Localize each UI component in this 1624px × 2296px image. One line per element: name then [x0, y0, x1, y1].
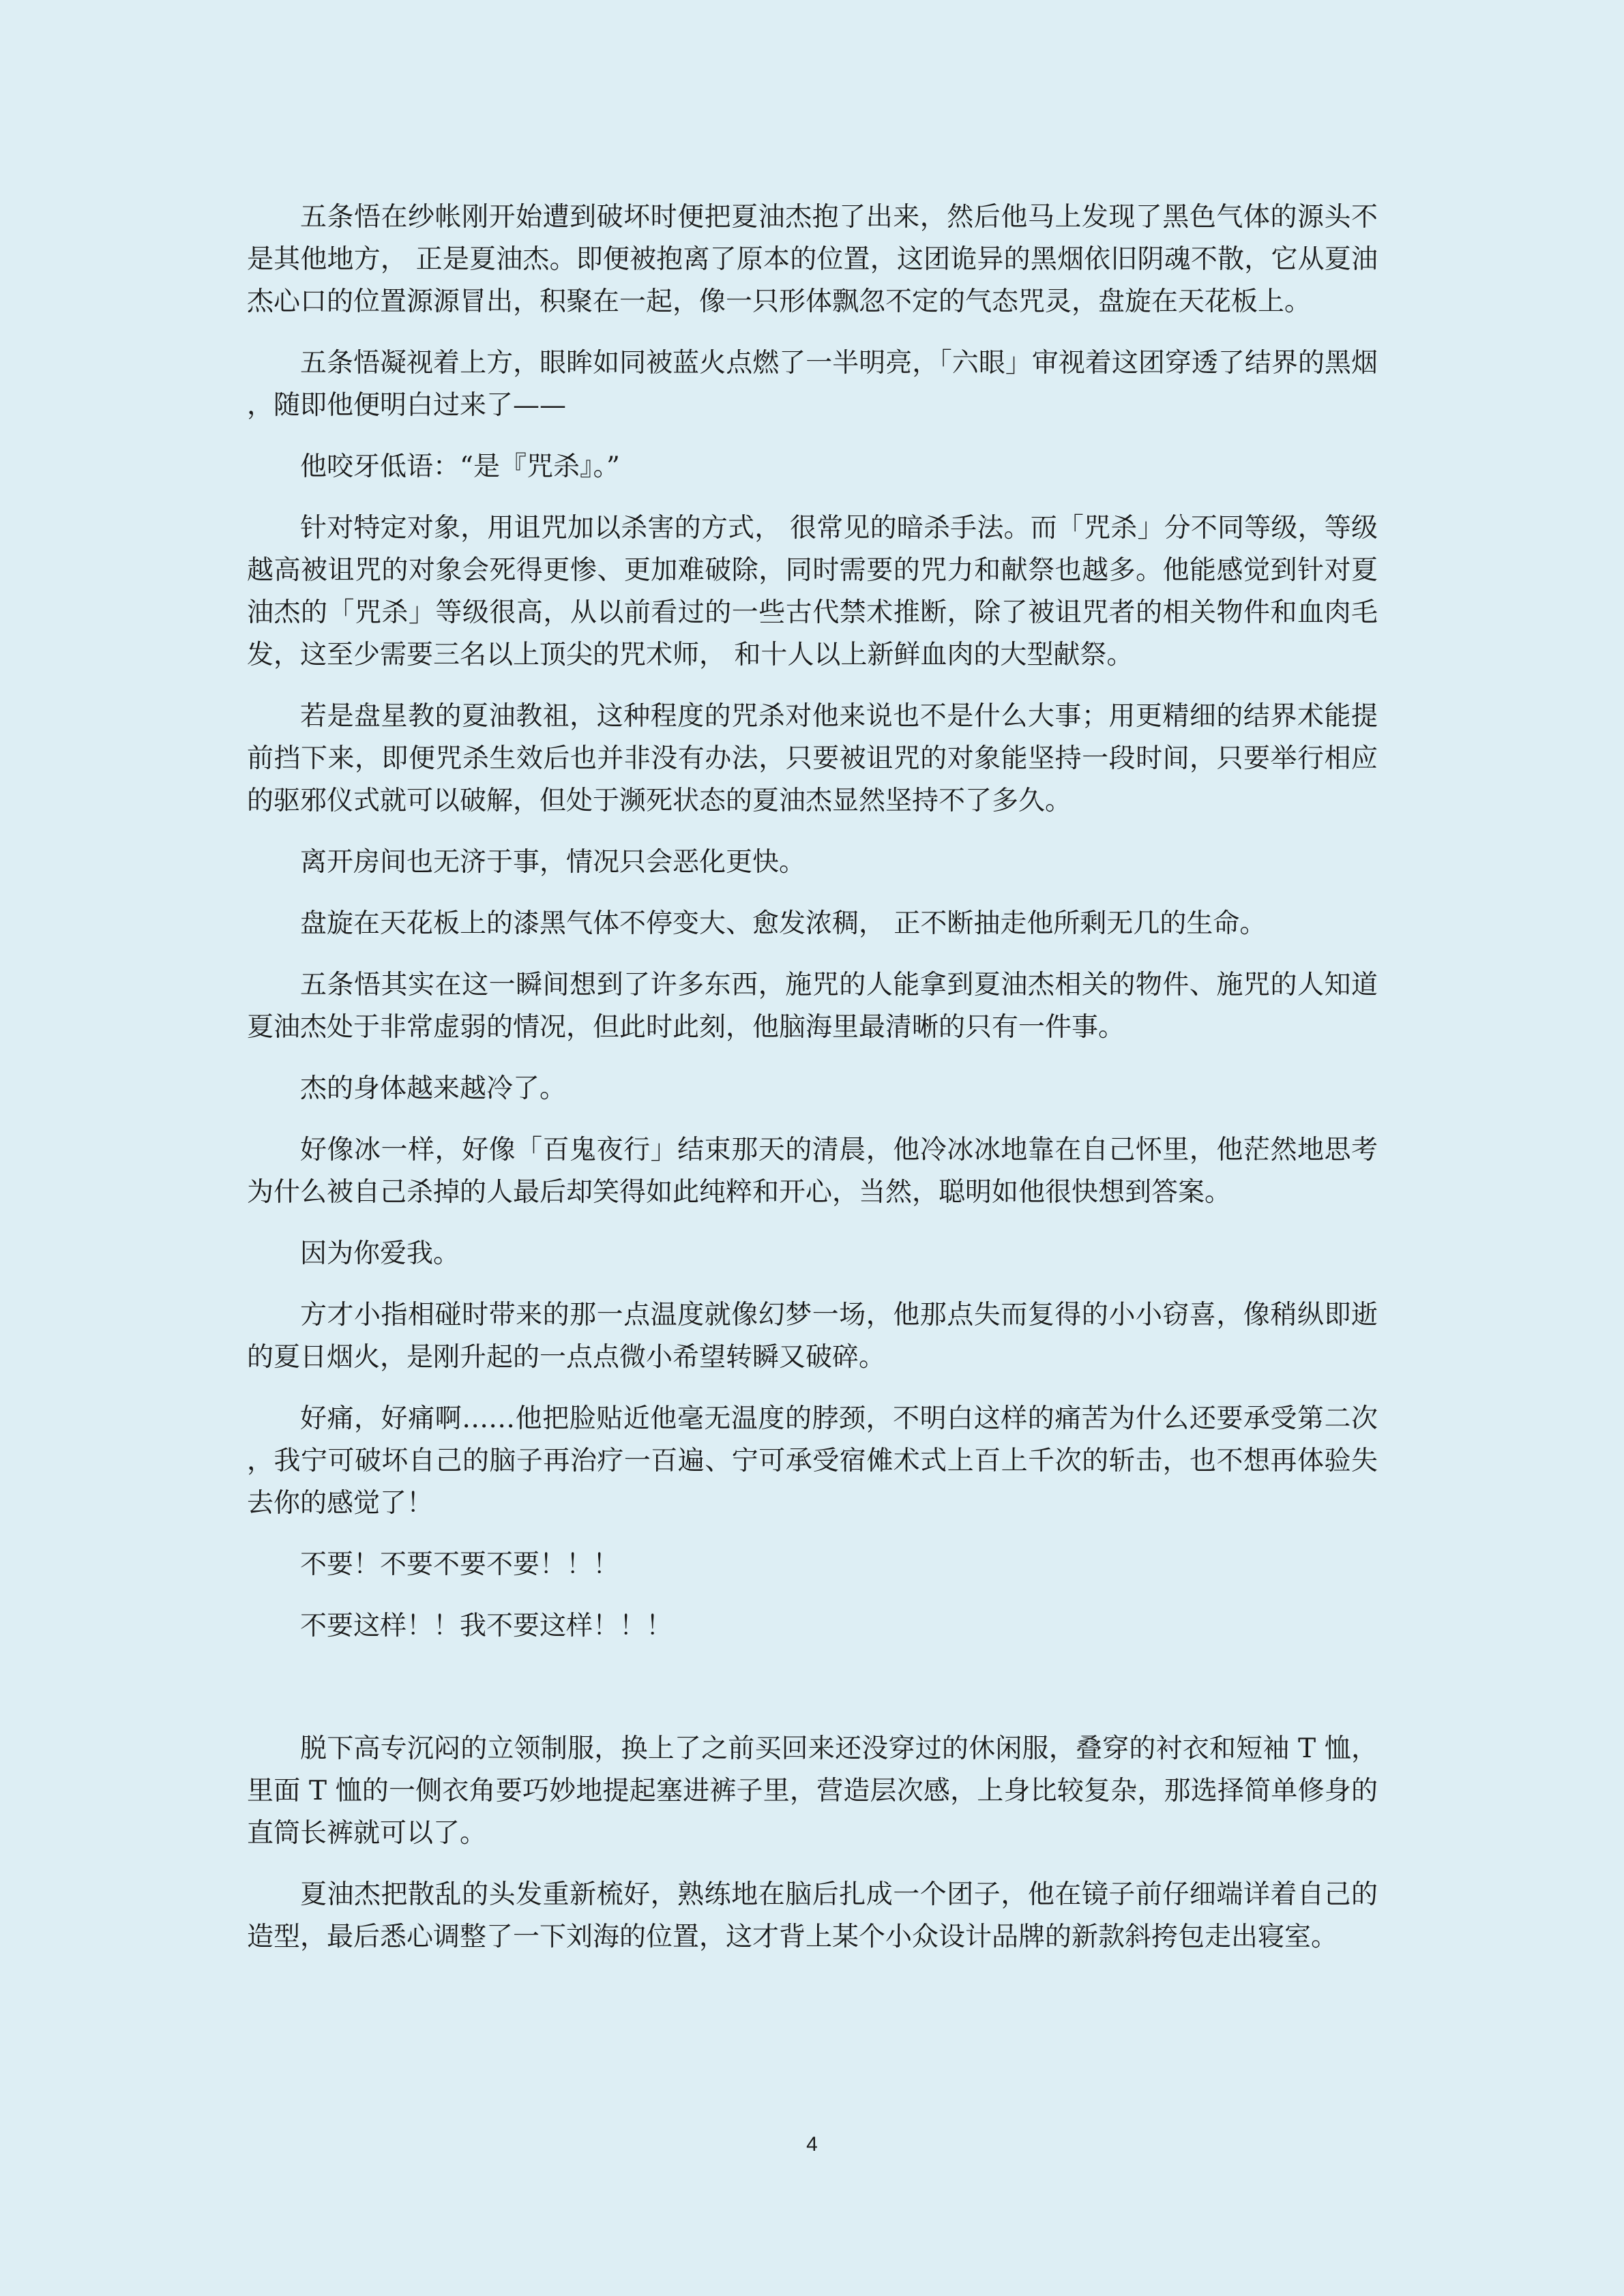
paragraph: 五条悟其实在这一瞬间想到了许多东西，施咒的人能拿到夏油杰相关的物件、施咒的人知道夏油杰处于非常虚弱的情况，但此时此刻，他脑海里最清晰的只有一件事。 — [247, 970, 1378, 1043]
paragraph: 五条悟在纱帐刚开始遭到破坏时便把夏油杰抱了出来，然后他马上发现了黑色气体的源头不是其他地方， 正是夏油杰。即便被抱离了原本的位置，这团诡异的黑烟依旧阴魂不散，它从夏油杰心口的位置源源冒出，积聚在一起，像一只形体飘忽不定的气态咒灵，盘旋在天花板上。 — [247, 202, 1378, 317]
paragraph: 好痛，好痛啊……他把脸贴近他毫无温度的脖颈，不明白这样的痛苦为什么还要承受第二次，我宁可破坏自己的脑子再治疗一百遍、宁可承受宿傩术式上百上千次的斩击，也不想再体验失去你的感觉了！ — [247, 1403, 1378, 1519]
paragraph: 若是盘星教的夏油教祖，这种程度的咒杀对他来说也不是什么大事；用更精细的结界术能提前挡下来，即便咒杀生效后也并非没有办法，只要被诅咒的对象能坚持一段时间，只要举行相应的驱邪仪式就可以破解，但处于濒死状态的夏油杰显然坚持不了多久。 — [247, 701, 1378, 816]
paragraph: 盘旋在天花板上的漆黑气体不停变大、愈发浓稠， 正不断抽走他所剩无几的生命。 — [300, 908, 1267, 939]
body-text — [247, 196, 1378, 1978]
section-break — [247, 1667, 1378, 1728]
page-number: 4 — [806, 2133, 818, 2156]
paragraph: 他咬牙低语：“是『咒杀』。” — [300, 451, 620, 482]
paragraph: 针对特定对象，用诅咒加以杀害的方式， 很常见的暗杀手法。而「咒杀」分不同等级，等级越高被诅咒的对象会死得更惨、更加难破除，同时需要的咒力和献祭也越多。他能感觉到针对夏油杰的「咒杀」等级很高，从以前看过的一些古代禁术推断，除了被诅咒者的相关物件和血肉毛发，这至少需要三名以上顶尖的咒术师， 和十人以上新鲜血肉的大型献祭。 — [247, 513, 1378, 670]
paragraph: 好像冰一样，好像「百鬼夜行」结束那天的清晨，他冷冰冰地靠在自己怀里，他茫然地思考为什么被自己杀掉的人最后却笑得如此纯粹和开心，当然，聪明如他很快想到答案。 — [247, 1135, 1378, 1208]
paragraph: 离开房间也无济于事，情况只会恶化更快。 — [300, 847, 806, 878]
paragraph: 夏油杰把散乱的头发重新梳好，熟练地在脑后扎成一个团子，他在镜子前仔细端详着自己的造型，最后悉心调整了一下刘海的位置，这才背上某个小众设计品牌的新款斜挎包走出寝室。 — [247, 1879, 1378, 1952]
paragraph: 方才小指相碰时带来的那一点温度就像幻梦一场，他那点失而复得的小小窃喜，像稍纵即逝的夏日烟火，是刚升起的一点点微小希望转瞬又破碎。 — [247, 1300, 1378, 1373]
paragraph: 不要这样！！我不要这样！！！ — [300, 1611, 673, 1641]
paragraph: 脱下高专沉闷的立领制服，换上了之前买回来还没穿过的休闲服，叠穿的衬衣和短袖 T 恤，里面 T 恤的一侧衣角要巧妙地提起塞进裤子里，营造层次感，上身比较复杂，那选择简单修身的直筒长裤就可以了。 — [247, 1733, 1378, 1849]
paragraph: 因为你爱我。 — [300, 1238, 460, 1269]
paragraph: 五条悟凝视着上方，眼眸如同被蓝火点燃了一半明亮，「六眼」审视着这团穿透了结界的黑烟，随即他便明白过来了—— — [247, 348, 1378, 421]
paragraph: 杰的身体越来越冷了。 — [300, 1073, 567, 1104]
paragraph: 不要！不要不要不要！！！ — [300, 1549, 620, 1580]
